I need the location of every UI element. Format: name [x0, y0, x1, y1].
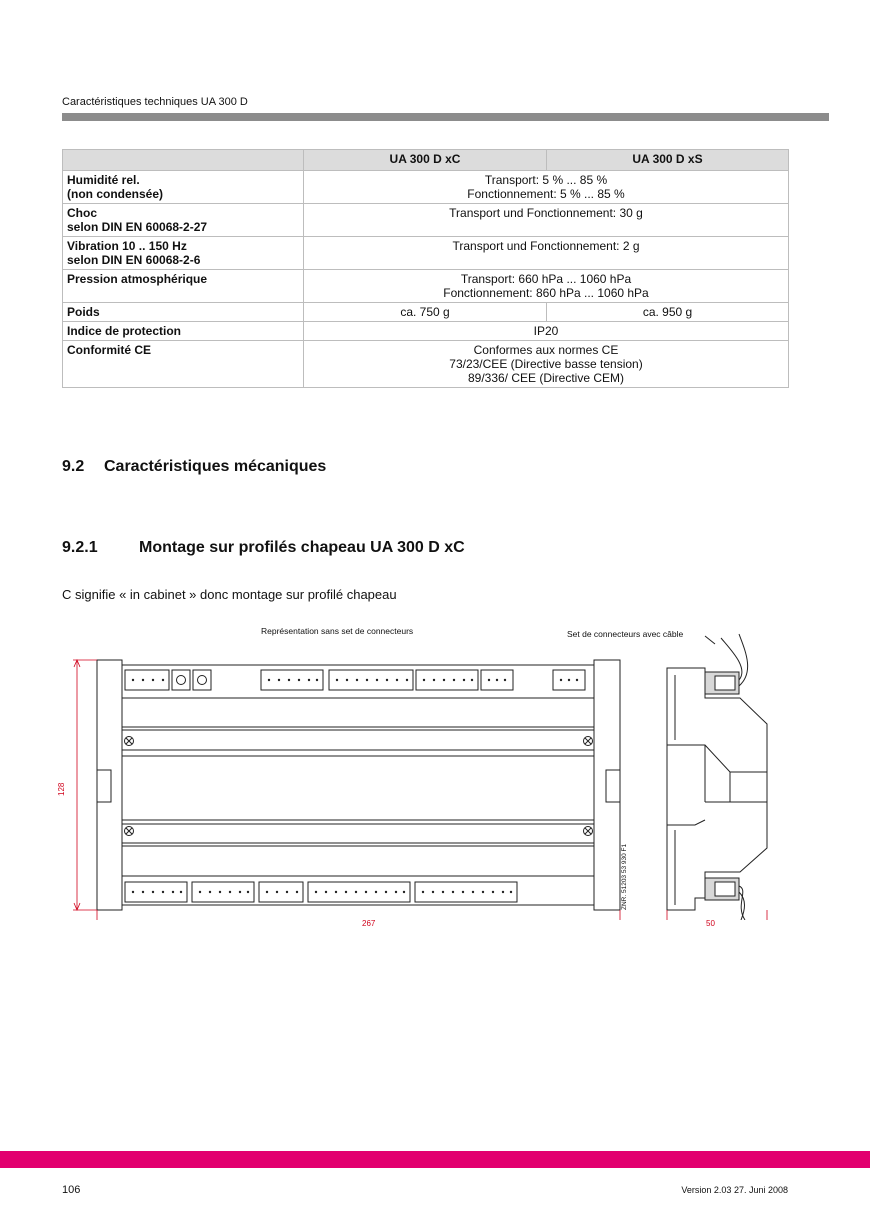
row-value-xc: ca. 750 g: [304, 303, 547, 322]
table-row: [63, 270, 789, 303]
dim-depth-label: 50: [706, 919, 715, 928]
row-value: IP20: [304, 322, 789, 341]
side-view: [667, 634, 767, 920]
right-rail: [594, 660, 620, 910]
left-rail: [97, 660, 122, 910]
connector-bottom: [415, 882, 517, 902]
table-row: [63, 303, 789, 322]
connector-bottom: [308, 882, 410, 902]
screw-icon: [584, 737, 593, 746]
version-info: Version 2.03 27. Juni 2008: [681, 1185, 788, 1195]
row-label: Humidité rel. (non condensée): [63, 171, 304, 204]
dimension-lines: [73, 660, 767, 920]
screw-icon: [584, 827, 593, 836]
row-label: Choc selon DIN EN 60068-2-27: [63, 204, 304, 237]
row-value: Transport: 660 hPa ... 1060 hPa Fonctionnement: 860 hPa ... 1060 hPa: [304, 270, 789, 303]
col-header-xc: UA 300 D xC: [304, 150, 547, 171]
table-header-blank: [63, 150, 304, 171]
connector-top: [261, 670, 323, 690]
dim-height-label: 128: [57, 782, 66, 796]
connector-bottom: [125, 882, 187, 902]
row-value: Transport: 5 % ... 85 % Fonctionnement: 5 % ... 85 %: [304, 171, 789, 204]
button-icon: [193, 670, 211, 690]
col-header-xs: UA 300 D xS: [547, 150, 789, 171]
drawing-number: ZNR. 51203 53 930 F1: [621, 843, 628, 910]
right-clip: [606, 770, 620, 802]
table-row: [63, 204, 789, 237]
table-row: [63, 171, 789, 204]
section-heading-9-2-1: 9.2.1 Montage sur profilés chapeau UA 300 D xC: [62, 539, 465, 556]
row-label: Conformité CE: [63, 341, 304, 388]
row-value: Transport und Fonctionnement: 2 g: [304, 237, 789, 270]
row-label: Vibration 10 .. 150 Hz selon DIN EN 60068-2-6: [63, 237, 304, 270]
row-label: Indice de protection: [63, 322, 304, 341]
table-header-row: [63, 150, 789, 171]
connector-top: [416, 670, 478, 690]
screw-icon: [125, 827, 134, 836]
table-row: [63, 237, 789, 270]
screw-icon: [125, 737, 134, 746]
header-rule: [62, 113, 829, 121]
spec-table: [62, 149, 789, 388]
footer-band: [0, 1151, 870, 1168]
button-icon: [172, 670, 190, 690]
table-row: [63, 322, 789, 341]
connector-bottom: [192, 882, 254, 902]
row-value: Conformes aux normes CE 73/23/CEE (Directive basse tension) 89/336/ CEE (Directive CEM): [304, 341, 789, 388]
drawing-svg: [55, 620, 815, 920]
running-header: Caractéristiques techniques UA 300 D: [62, 96, 248, 108]
row-label: Poids: [63, 303, 304, 322]
dim-width-label: 267: [362, 919, 376, 928]
row-value: Transport und Fonctionnement: 30 g: [304, 204, 789, 237]
row-value-xs: ca. 950 g: [547, 303, 789, 322]
section-heading-9-2: 9.2 Caractéristiques mécaniques: [62, 458, 327, 475]
row-label: Pression atmosphérique: [63, 270, 304, 303]
caption-left: Représentation sans set de connecteurs: [261, 626, 414, 636]
table-row: [63, 341, 789, 388]
mounting-drawing: [55, 620, 815, 928]
connector-top: [329, 670, 413, 690]
left-clip: [97, 770, 111, 802]
page-number: 106: [62, 1184, 81, 1196]
caption-right: Set de connecteurs avec câble: [567, 629, 684, 639]
body-paragraph: C signifie « in cabinet » donc montage sur profilé chapeau: [62, 587, 397, 602]
housing-body: [122, 665, 594, 905]
